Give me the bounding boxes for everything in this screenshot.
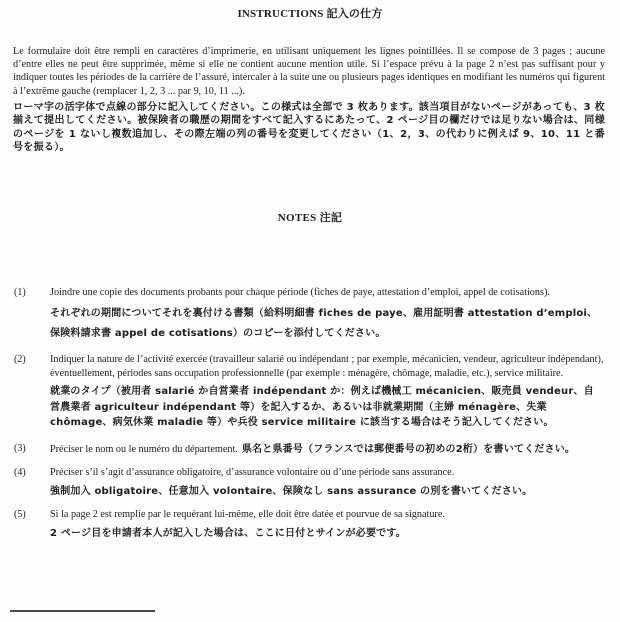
note-number: (1) [14,287,26,298]
note-number: (5) [14,509,26,521]
note-text-japanese: 就業のタイプ（被用者 salarié か自営業者 indépendant か：例えば機械工 mécanicien、販売員 vendeur、自営農業者 agriculteur indépendant 等）を記入するか、あるいは非就業期間（主婦 ménagère、失業 chômage、病気休業 maladie 等）や兵役 service militaire に該当する場合はそう記入してください。 [50,386,594,429]
note-text-japanese: 強制加入 obligatoire、任意加入 volontaire、保険なし sans assurance の別を書いてください。 [50,485,533,497]
note-item-2 [0,353,620,430]
note-number: (2) [14,354,26,366]
note-text-french: Préciser le nom ou le numéro du département. [50,443,238,455]
note-text-french: Indiquer la nature de l’activité exercée (travailleur salarié ou indépendant ; par exemple, mécanicien, vendeur, agriculteur indépendant), éventuellement, périodes sans occupation professionnelle (par exemple : ménagère, chômage, maladie, etc.), service militaire. [50,354,604,379]
note-text-french: Si la page 2 est remplie par le requérant lui-même, elle doit être datée et pourvue de sa signature. [50,509,445,521]
notes-list [0,286,620,550]
note-text-french: Joindre une copie des documents probants pour chaque période (fiches de paye, attestation d’emploi, appel de cotisations). [50,287,550,298]
note-item-5 [0,508,620,541]
note-item-3 [0,440,620,458]
note-number: (3) [14,442,26,454]
footnote-rule [10,610,155,612]
note-text-japanese: 2 ページ目を申請者本人が記入した場合は、ここに日付とサインが必要です。 [50,527,406,539]
notes-heading: NOTES 注記 [277,212,343,224]
note-text-japanese: 県名と県番号（フランスでは郵便番号の初めの2桁）を書いてください。 [241,443,576,455]
note-item-1 [0,286,620,344]
note-text-french: Préciser s’il s’agit d’assurance obligatoire, d’assurance volontaire ou d’une période sans assurance. [50,467,455,479]
intro-paragraph-japanese: ローマ字の活字体で点線の部分に記入してください。この様式は全部で 3 枚あります。該当項目がないページがあっても、3 枚揃えて提出してください。被保険者の職歴の期間をすべて記入するにあたって、2 ページ目の欄だけでは足りない場合は、同様のページを 1 ないし複数追加し、その際左端の列の番号を変更してください（1、2，3、の代わりに例えば 9、10、11 と番号を振る）。 [13,102,605,154]
note-text-japanese: それぞれの期間についてそれを裏付ける書類（給料明細書 fiches de paye、雇用証明書 attestation d’emploi、保険料請求書 appel de cotisations）のコピーを添付してください。 [50,308,598,340]
intro-paragraph-french: Le formulaire doit être rempli en caractères d’imprimerie, en utilisant uniquement les lignes pointillées. Il se compose de 3 pages ; aucune d’entre elles ne peut être supprimée, même si elle ne contient aucune mention utile. Si l’espace prévu à la page 2 n’est pas suffisant pour y indiquer toutes les périodes de la carrière de l’assuré, intercaler à la suite une ou plusieurs pages identiques en modifiant les numéros qui figurent à l’extrême gauche (remplacer 1, 2, 3 ... par 9, 10, 11 ...). [13,46,605,97]
page-title: INSTRUCTIONS 記入の仕方 [237,8,383,20]
note-number: (4) [14,467,26,479]
note-item-4 [0,466,620,499]
